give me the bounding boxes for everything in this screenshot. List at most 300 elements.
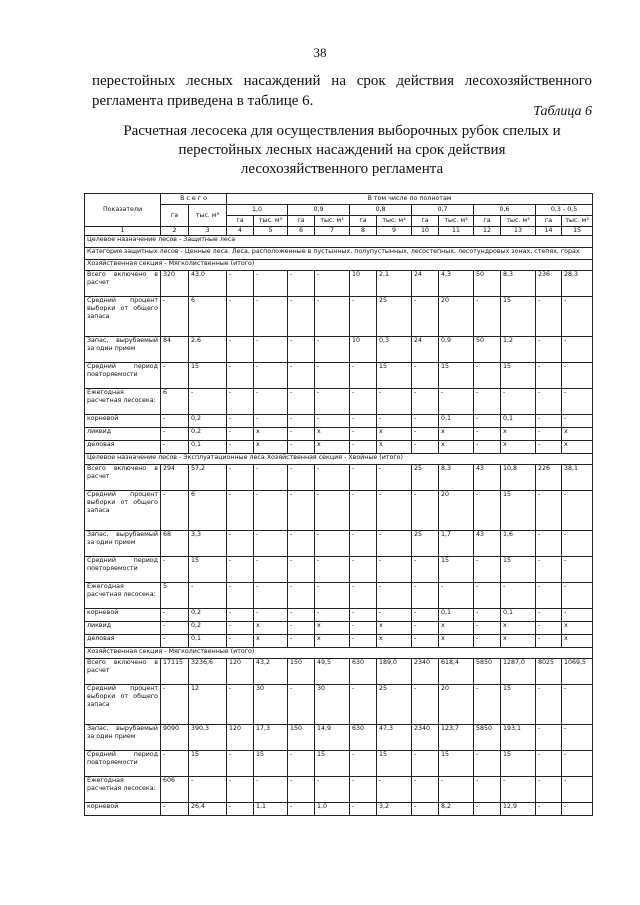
header-row-1 [85, 194, 593, 205]
table-cell: х [562, 622, 593, 635]
table-cell: 38,1 [562, 465, 593, 491]
table-cell: 43,2 [254, 659, 288, 685]
page-number: 38 [313, 45, 327, 60]
table-cell: 15 [377, 363, 412, 389]
table-cell: 8,3 [501, 271, 536, 297]
table-cell: - [315, 531, 350, 557]
table-cell: 10 [350, 271, 377, 297]
table-cell: - [315, 389, 350, 415]
table-row [85, 751, 593, 777]
header-thous-m3: тыс. м³ [562, 216, 593, 227]
table-cell: - [377, 609, 412, 622]
column-number: 12 [474, 227, 501, 236]
table-cell: - [227, 557, 254, 583]
table-cell: - [288, 531, 315, 557]
row-label: корневой [85, 415, 161, 428]
table-cell: 47,3 [377, 725, 412, 751]
row-label: ликвид [85, 428, 161, 441]
table-cell: - [315, 337, 350, 363]
table-cell: - [562, 725, 593, 751]
column-number: 5 [254, 227, 288, 236]
table-cell: - [288, 685, 315, 725]
table-row [85, 531, 593, 557]
table-cell: - [161, 491, 189, 531]
table-cell: - [412, 751, 439, 777]
row-label: Средний процент выборки от общего запаса [85, 685, 161, 725]
table-cell: - [474, 363, 501, 389]
table-cell: - [474, 415, 501, 428]
table-cell: 10 [350, 337, 377, 363]
table-cell: 57,2 [189, 465, 227, 491]
column-number: 1 [85, 227, 161, 236]
table-cell: 226 [536, 465, 562, 491]
table-cell: - [288, 297, 315, 337]
table-cell: - [474, 557, 501, 583]
column-number: 9 [377, 227, 412, 236]
table-cell: - [350, 777, 377, 803]
table-cell: х [254, 428, 288, 441]
table-cell: 15 [501, 751, 536, 777]
table-row [85, 389, 593, 415]
table-cell: - [562, 363, 593, 389]
table-cell: х [377, 428, 412, 441]
table-cell: - [474, 635, 501, 648]
table-cell: - [377, 415, 412, 428]
column-number: 3 [189, 227, 227, 236]
table-row [85, 635, 593, 648]
table-cell: - [227, 363, 254, 389]
table-cell: х [501, 428, 536, 441]
table-cell: - [377, 777, 412, 803]
table-cell: - [315, 465, 350, 491]
table-cell: 6 [189, 491, 227, 531]
table-cell: - [536, 441, 562, 454]
header-thous-m3: тыс. м³ [439, 216, 474, 227]
table-cell: - [227, 441, 254, 454]
table-cell: - [412, 609, 439, 622]
table-row [85, 441, 593, 454]
table-cell: - [254, 531, 288, 557]
table-cell: - [315, 297, 350, 337]
table-cell: - [562, 297, 593, 337]
table-cell: 49,5 [315, 659, 350, 685]
row-label: Запас, вырубаемый за один прием [85, 725, 161, 751]
table-cell: - [161, 415, 189, 428]
table-cell: 8,2 [439, 803, 474, 816]
table-cell: - [161, 751, 189, 777]
table-cell: - [227, 415, 254, 428]
header-thous-m3: тыс. м³ [377, 216, 412, 227]
table-cell: 294 [161, 465, 189, 491]
table-cell: - [161, 557, 189, 583]
table-cell: 1287,0 [501, 659, 536, 685]
table-cell: - [536, 583, 562, 609]
table-cell: 9090 [161, 725, 189, 751]
table-cell: - [439, 583, 474, 609]
table-cell: 25 [377, 685, 412, 725]
table-cell: - [161, 297, 189, 337]
table-cell: 1,7 [439, 531, 474, 557]
table-cell: - [350, 531, 377, 557]
table-cell: 3,3 [189, 531, 227, 557]
table-cell: - [350, 751, 377, 777]
table-row [85, 609, 593, 622]
table-cell: 15 [189, 751, 227, 777]
table-cell: - [288, 751, 315, 777]
table-cell: - [288, 803, 315, 816]
table-cell: - [350, 583, 377, 609]
table-cell: - [254, 415, 288, 428]
table-cell: 24 [412, 271, 439, 297]
table-cell: - [439, 389, 474, 415]
table-cell: - [254, 557, 288, 583]
table-cell: 0,1 [501, 609, 536, 622]
table-cell: - [288, 609, 315, 622]
section-title: Хозяйственная секция - Мягколиственные (итого) [85, 648, 593, 659]
row-label: Средний процент выборки от общего запаса [85, 297, 161, 337]
header-ha: га [412, 216, 439, 227]
table-cell: х [254, 441, 288, 454]
table-cell: - [412, 491, 439, 531]
column-number: 13 [501, 227, 536, 236]
header-total-thous-m3: тыс. м³ [189, 205, 227, 227]
table-cell: - [315, 363, 350, 389]
table-row [85, 725, 593, 751]
table-cell: - [254, 337, 288, 363]
table-cell: - [536, 725, 562, 751]
header-thous-m3: тыс. м³ [315, 216, 350, 227]
table-cell: - [227, 622, 254, 635]
table-cell: - [536, 777, 562, 803]
table-cell: 50 [474, 271, 501, 297]
table-cell: - [315, 777, 350, 803]
table-cell: - [227, 777, 254, 803]
table-cell: 28,3 [562, 271, 593, 297]
table-cell: 1,1 [254, 803, 288, 816]
table-cell: - [412, 428, 439, 441]
table-cell: - [412, 415, 439, 428]
table-cell: - [350, 465, 377, 491]
header-ha: га [227, 216, 254, 227]
table-cell: 606 [161, 777, 189, 803]
table-cell: 2340 [412, 725, 439, 751]
table-cell: 68 [161, 531, 189, 557]
table-cell: - [474, 777, 501, 803]
table-cell: 193,1 [501, 725, 536, 751]
table-cell: - [536, 803, 562, 816]
table-cell: - [562, 415, 593, 428]
header-density: 0,9 [288, 205, 350, 216]
table-cell: - [227, 389, 254, 415]
table-cell: - [227, 491, 254, 531]
table-cell: - [350, 622, 377, 635]
table-cell: - [350, 441, 377, 454]
table-cell: 15 [501, 491, 536, 531]
table-cell: 25 [412, 465, 439, 491]
table-cell: - [288, 271, 315, 297]
table-cell: - [536, 337, 562, 363]
table-cell: 150 [288, 659, 315, 685]
table-cell: - [315, 583, 350, 609]
table-cell: - [315, 609, 350, 622]
table-cell: - [350, 557, 377, 583]
table-cell: - [474, 428, 501, 441]
row-label: Всего включено в расчет [85, 271, 161, 297]
table-cell: 150 [288, 725, 315, 751]
table-row [85, 337, 593, 363]
header-total: В с е г о [161, 194, 227, 205]
table-cell: - [227, 635, 254, 648]
table-cell: - [254, 271, 288, 297]
column-number: 4 [227, 227, 254, 236]
header-density: 0,7 [412, 205, 474, 216]
table-cell: 20 [439, 491, 474, 531]
table-cell: 618,4 [439, 659, 474, 685]
table-cell: - [377, 491, 412, 531]
table-cell: - [412, 389, 439, 415]
table-cell: - [412, 622, 439, 635]
table-cell: х [562, 441, 593, 454]
table-cell: х [439, 441, 474, 454]
table-cell: 14,9 [315, 725, 350, 751]
table-row [85, 803, 593, 816]
table-cell: 6 [161, 389, 189, 415]
column-number: 7 [315, 227, 350, 236]
table-cell: 236 [536, 271, 562, 297]
table-cell: - [536, 531, 562, 557]
table-cell: - [501, 583, 536, 609]
table-cell: - [536, 557, 562, 583]
table-cell: - [536, 622, 562, 635]
header-including: В том числе по полнотам [227, 194, 593, 205]
table-cell: 630 [350, 659, 377, 685]
table-cell: - [350, 635, 377, 648]
table-cell: - [288, 337, 315, 363]
table-cell: - [536, 415, 562, 428]
table-cell: х [254, 635, 288, 648]
table-cell: 0,2 [189, 609, 227, 622]
table-cell: 1,6 [501, 531, 536, 557]
table-cell: х [377, 635, 412, 648]
table-cell: 15 [315, 751, 350, 777]
header-thous-m3: тыс. м³ [254, 216, 288, 227]
table-cell: - [562, 685, 593, 725]
table-title-line-2: перестойных лесных насаждений на срок действия [178, 142, 506, 158]
table-cell: - [254, 609, 288, 622]
table-cell: - [377, 557, 412, 583]
table-cell: - [227, 531, 254, 557]
intro-line-2: регламента приведена в таблице 6. [92, 93, 314, 109]
table-cell: - [377, 465, 412, 491]
header-ha: га [350, 216, 377, 227]
table-cell: - [501, 777, 536, 803]
table-cell: - [288, 777, 315, 803]
table-cell: - [562, 609, 593, 622]
table-cell: - [288, 557, 315, 583]
table-cell: - [189, 777, 227, 803]
table-cell: 0,9 [439, 337, 474, 363]
table-cell: 6 [189, 297, 227, 337]
intro-line-1: перестойных лесных насаждений на срок действия лесохозяйственного [92, 73, 592, 89]
table-cell: х [501, 635, 536, 648]
table-cell: х [315, 622, 350, 635]
table-cell: - [227, 271, 254, 297]
table-cell: - [227, 609, 254, 622]
table-row [85, 465, 593, 491]
table-cell: - [377, 389, 412, 415]
table-cell: - [536, 491, 562, 531]
table-cell: - [474, 441, 501, 454]
column-number: 14 [536, 227, 562, 236]
header-density: 0,3 - 0,5 [536, 205, 593, 216]
table-cell: 120 [227, 725, 254, 751]
table-cell: 320 [161, 271, 189, 297]
table-cell: 0,2 [189, 415, 227, 428]
table-cell: - [315, 415, 350, 428]
table-cell: - [562, 337, 593, 363]
row-label: деловая [85, 441, 161, 454]
row-label: Ежегодная расчетная лесосека: [85, 389, 161, 415]
table-cell: - [412, 557, 439, 583]
table-cell: х [562, 428, 593, 441]
header-ha: га [536, 216, 562, 227]
table-cell: - [501, 389, 536, 415]
table-cell: - [412, 363, 439, 389]
table-cell: - [562, 389, 593, 415]
table-cell: х [315, 635, 350, 648]
table-cell: - [412, 441, 439, 454]
table-cell: - [254, 777, 288, 803]
row-label: Средний период повторяемости [85, 751, 161, 777]
table-cell: - [350, 297, 377, 337]
table-cell: 20 [439, 297, 474, 337]
column-number: 8 [350, 227, 377, 236]
section-row [85, 260, 593, 271]
table-cell: 0,1 [189, 635, 227, 648]
intro-paragraph [92, 71, 592, 111]
column-number: 11 [439, 227, 474, 236]
table-cell: - [474, 751, 501, 777]
table-cell: 25 [377, 297, 412, 337]
table-cell: 10,8 [501, 465, 536, 491]
row-label: Ежегодная расчетная лесосека: [85, 583, 161, 609]
header-thous-m3: тыс. м³ [501, 216, 536, 227]
table-cell: - [377, 583, 412, 609]
table-cell: - [474, 622, 501, 635]
table-cell: 15 [439, 363, 474, 389]
table-cell: х [315, 428, 350, 441]
table-cell: - [288, 363, 315, 389]
section-title: Категория защитных лесов - Ценные леса. Леса, расположенные в пустынных, полупустынных, лесостепных, лесотундровых зонах, степях, горах [85, 248, 593, 260]
table-cell: - [227, 428, 254, 441]
table-cell: - [227, 583, 254, 609]
table-row [85, 557, 593, 583]
table-cell: 26,4 [189, 803, 227, 816]
table-cell: 17115 [161, 659, 189, 685]
table-cell: 123,7 [439, 725, 474, 751]
table-cell: х [254, 622, 288, 635]
section-row [85, 454, 593, 465]
table-cell: 15 [254, 751, 288, 777]
cutting-area-table [84, 193, 593, 816]
table-cell: - [536, 389, 562, 415]
header-ha: га [474, 216, 501, 227]
table-cell: - [161, 428, 189, 441]
table-cell: 15 [501, 297, 536, 337]
section-title: Целевое назначение лесов - Защитные леса [85, 236, 593, 248]
section-row [85, 648, 593, 659]
table-cell: - [439, 777, 474, 803]
table-cell: - [254, 491, 288, 531]
table-cell: 12,9 [501, 803, 536, 816]
table-cell: - [350, 803, 377, 816]
table-cell: 1,0 [315, 803, 350, 816]
table-cell: - [288, 491, 315, 531]
table-cell: 43 [474, 465, 501, 491]
table-title [92, 122, 592, 179]
table-cell: 25 [412, 531, 439, 557]
header-density: 0,8 [350, 205, 412, 216]
row-label: Средний период повторяемости [85, 557, 161, 583]
section-title: Целевое назначение лесов - Эксплуатационные леса Хозяйственная секция - Хвойные (итого) [85, 454, 593, 465]
table-cell: 15 [501, 557, 536, 583]
table-cell: 50 [474, 337, 501, 363]
table-title-line-3: лесохозяйственного регламента [240, 161, 444, 177]
table-cell: - [536, 363, 562, 389]
table-cell: - [161, 609, 189, 622]
table-cell: - [315, 491, 350, 531]
table-cell: - [315, 557, 350, 583]
table-cell: х [439, 635, 474, 648]
table-cell: х [377, 622, 412, 635]
table-cell: - [536, 635, 562, 648]
column-number-row [85, 227, 593, 236]
table-cell: - [227, 803, 254, 816]
table-cell: 15 [439, 557, 474, 583]
table-row [85, 777, 593, 803]
table-cell: - [227, 465, 254, 491]
table-cell: - [536, 685, 562, 725]
table-cell: - [562, 583, 593, 609]
table-cell: - [536, 609, 562, 622]
table-cell: - [412, 583, 439, 609]
table-cell: - [474, 803, 501, 816]
table-cell: - [562, 531, 593, 557]
header-total-ha: га [161, 205, 189, 227]
table-cell: - [536, 428, 562, 441]
table-cell: 0,1 [189, 441, 227, 454]
section-row [85, 236, 593, 248]
table-cell: - [227, 297, 254, 337]
table-cell: 8025 [536, 659, 562, 685]
table-row [85, 428, 593, 441]
table-cell: - [412, 685, 439, 725]
table-row [85, 583, 593, 609]
table-cell: 390,3 [189, 725, 227, 751]
header-ha: га [288, 216, 315, 227]
row-label: Всего включено в расчет [85, 659, 161, 685]
table-cell: 3236,6 [189, 659, 227, 685]
table-cell: - [377, 531, 412, 557]
table-row [85, 622, 593, 635]
table-cell: 30 [254, 685, 288, 725]
table-cell: - [350, 415, 377, 428]
table-cell: - [474, 491, 501, 531]
table-cell: 0,2 [189, 428, 227, 441]
header-density: 0,6 [474, 205, 536, 216]
table-cell: х [439, 428, 474, 441]
table-cell: х [377, 441, 412, 454]
